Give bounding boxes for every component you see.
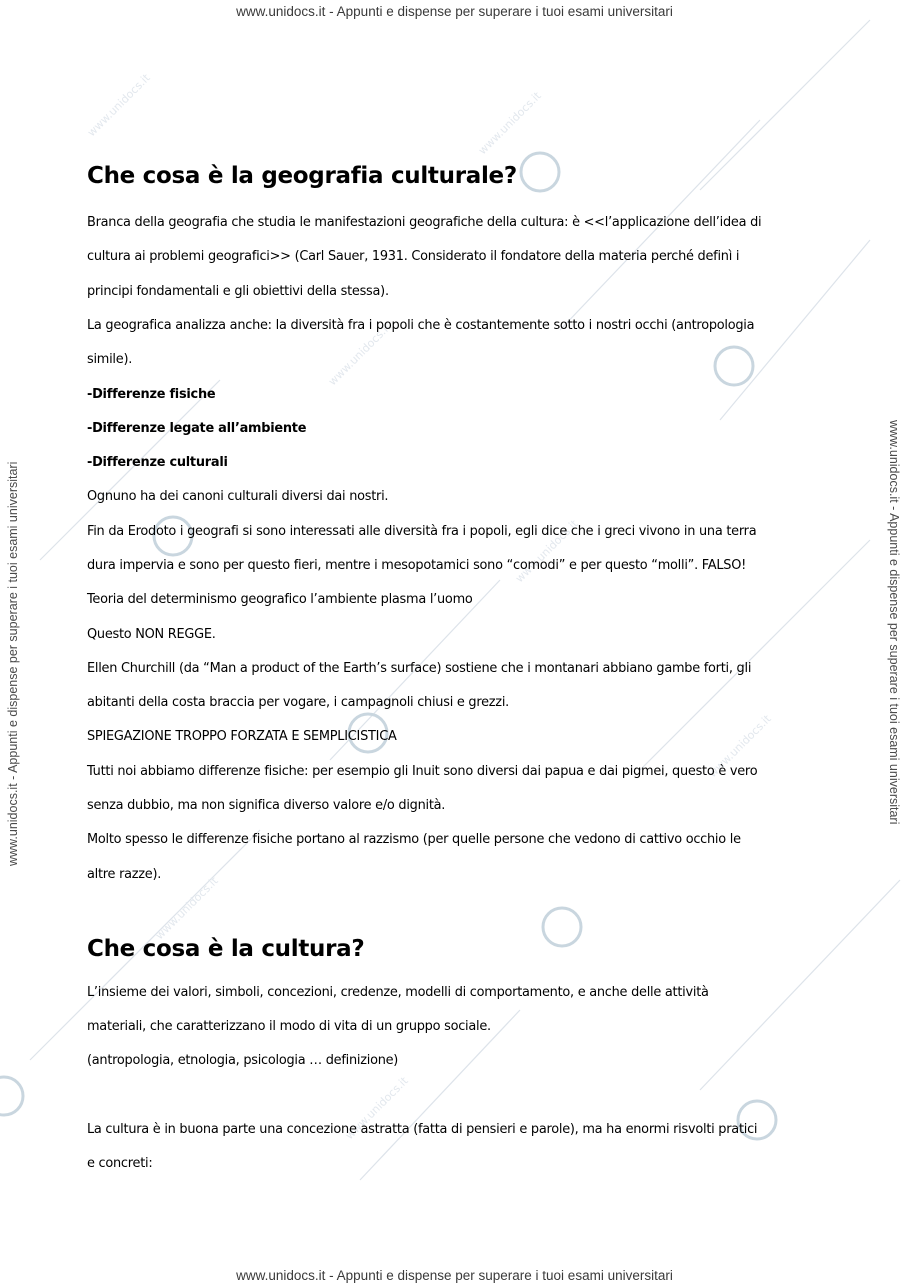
paragraph-line: Questo NON REGGE. — [87, 627, 216, 642]
section-title-geografia: Che cosa è la geografia culturale? — [87, 163, 517, 189]
paragraph-line: La geografica analizza anche: la diversità fra i popoli che è costantemente sotto i nostri occhi (antropologia — [87, 318, 755, 333]
paragraph-line: Ellen Churchill (da “Man a product of the Earth’s surface) sostiene che i montanari abbiano gambe forti, gli — [87, 661, 752, 676]
paragraph-line: Molto spesso le differenze fisiche portano al razzismo (per quelle persone che vedono di cattivo occhio le — [87, 832, 741, 847]
paragraph-line: Teoria del determinismo geografico l’ambiente plasma l’uomo — [87, 592, 473, 607]
paragraph-line: L’insieme dei valori, simboli, concezioni, credenze, modelli di comportamento, e anche delle attività — [87, 985, 709, 1000]
svg-text:www.unidocs.it: www.unidocs.it — [512, 517, 581, 586]
left-side-banner: www.unidocs.it - Appunti e dispense per superare i tuoi esami universitari — [6, 461, 20, 866]
paragraph-line: abitanti della costa braccia per vogare, i campagnoli chiusi e grezzi. — [87, 695, 509, 710]
svg-text:www.unidocs.it: www.unidocs.it — [342, 1074, 411, 1143]
paragraph-line: simile). — [87, 352, 133, 367]
footer-banner: www.unidocs.it - Appunti e dispense per superare i tuoi esami universitari — [236, 1268, 673, 1283]
header-banner: www.unidocs.it - Appunti e dispense per superare i tuoi esami universitari — [236, 4, 673, 19]
list-item-bold: -Differenze fisiche — [87, 387, 216, 402]
list-item-bold: -Differenze culturali — [87, 455, 228, 470]
paragraph-line: altre razze). — [87, 867, 162, 882]
right-side-banner: www.unidocs.it - Appunti e dispense per superare i tuoi esami universitari — [887, 420, 901, 825]
svg-text:www.unidocs.it: www.unidocs.it — [325, 320, 394, 389]
paragraph-line: materiali, che caratterizzano il modo di vita di un gruppo sociale. — [87, 1019, 491, 1034]
paragraph-line: dura impervia e sono per questo fieri, mentre i mesopotamici sono “comodi” e per questo “molli”. FALSO! — [87, 558, 747, 573]
paragraph-line: Ognuno ha dei canoni culturali diversi dai nostri. — [87, 489, 389, 504]
paragraph-line: La cultura è in buona parte una concezione astratta (fatta di pensieri e parole), ma ha enormi risvolti pratici — [87, 1122, 758, 1137]
paragraph-line: senza dubbio, ma non significa diverso valore e/o dignità. — [87, 798, 446, 813]
paragraph-line: Branca della geografia che studia le manifestazioni geografiche della cultura: è <<l’applicazione dell’idea di — [87, 215, 762, 230]
paragraph-line: principi fondamentali e gli obiettivi della stessa). — [87, 284, 389, 299]
svg-text:www.unidocs.it: www.unidocs.it — [705, 712, 774, 781]
paragraph-line: e concreti: — [87, 1156, 153, 1171]
svg-text:www.unidocs.it: www.unidocs.it — [152, 874, 221, 943]
paragraph-line: cultura ai problemi geografici>> (Carl Sauer, 1931. Considerato il fondatore della materia perché definì i — [87, 249, 740, 264]
paragraph-line: Fin da Erodoto i geografi si sono interessati alle diversità fra i popoli, egli dice che i greci vivono in una terra — [87, 524, 757, 539]
paragraph-line: Tutti noi abbiamo differenze fisiche: per esempio gli Inuit sono diversi dai papua e dai pigmei, questo è vero — [87, 764, 758, 779]
paragraph-line: SPIEGAZIONE TROPPO FORZATA E SEMPLICISTICA — [87, 729, 397, 744]
svg-text:www.unidocs.it: www.unidocs.it — [84, 71, 153, 140]
list-item-bold: -Differenze legate all’ambiente — [87, 421, 307, 436]
paragraph-line: (antropologia, etnologia, psicologia … definizione) — [87, 1053, 399, 1068]
svg-text:www.unidocs.it: www.unidocs.it — [475, 89, 544, 158]
section-title-cultura: Che cosa è la cultura? — [87, 936, 365, 962]
